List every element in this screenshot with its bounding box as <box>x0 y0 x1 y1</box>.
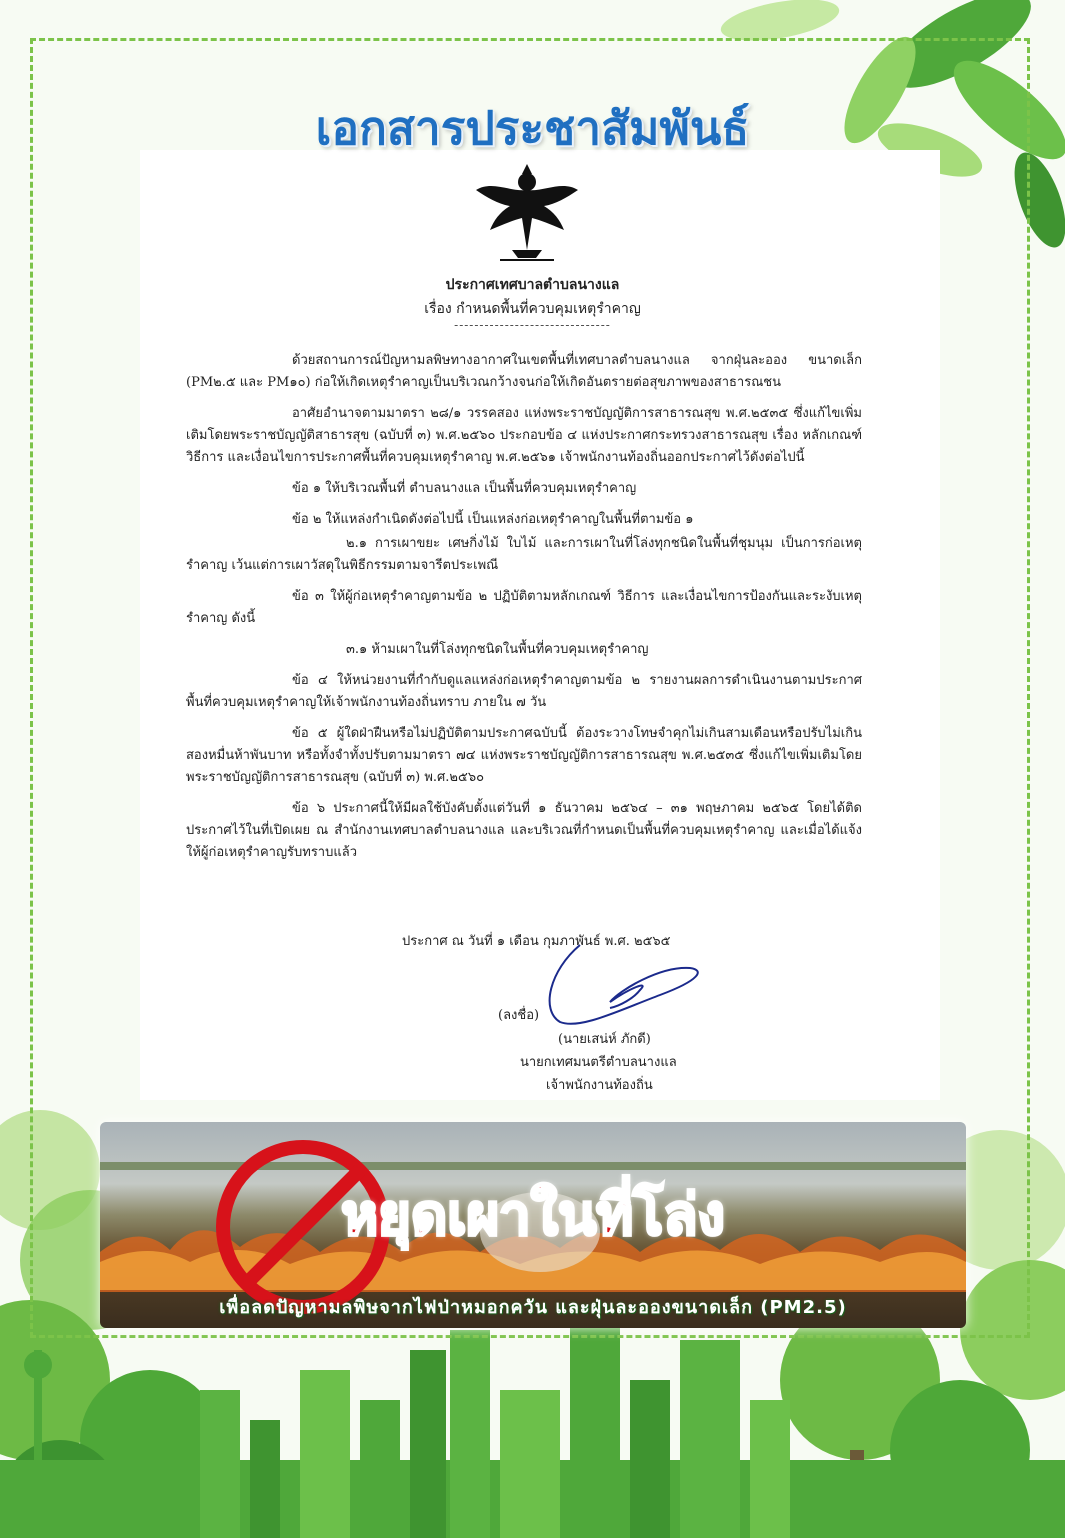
announcement-subject: เรื่อง กำหนดพื้นที่ควบคุมเหตุรำคาญ <box>424 301 641 317</box>
signed-label: (ลงชื่อ) <box>498 1008 540 1023</box>
campaign-banner <box>100 1122 966 1328</box>
page-title: เอกสารประชาสัมพันธ์ <box>315 101 750 155</box>
clause-3-1: ๓.๑ ห้ามเผาในที่โล่งทุกชนิดในพื้นที่ควบคุมเหตุรำคาญ <box>346 642 649 657</box>
signer-role: เจ้าพนักงานท้องถิ่น <box>546 1078 653 1093</box>
banner-headline: หยุดเผาในที่โล่ง <box>341 1183 725 1248</box>
announcement-issuer: ประกาศเทศบาลตำบลนางแล <box>445 277 620 293</box>
date-line: ประกาศ ณ วันที่ ๑ เดือน กุมภาพันธ์ พ.ศ. ๒๕๖๕ <box>402 934 671 949</box>
clause-2-1: ๒.๑ การเผาขยะ เศษกิ่งไม้ ใบไม้ และการเผาในที่โล่งทุกชนิดในพื้นที่ชุมนุม เป็นการก่อเหตุรำคาญ เว้นแต่การเผาวัสดุในพิธีกรรมตามจารีตประเพณี <box>186 536 862 573</box>
paragraph-1: ด้วยสถานการณ์ปัญหามลพิษทางอากาศในเขตพื้นที่เทศบาลตำบลนางแล จากฝุ่นละออง ขนาดเล็ก (PM๒.๕ และ PM๑๐) ก่อให้เกิดเหตุรำคาญเป็นบริเวณกว้างจนก่อให้เกิดอันตรายต่อสุขภาพของสาธารณชน <box>186 353 862 390</box>
signer-position: นายกเทศมนตรีตำบลนางแล <box>520 1055 677 1070</box>
paragraph-2: อาศัยอำนาจตามมาตรา ๒๘/๑ วรรคสอง แห่งพระราชบัญญัติการสาธารณสุข พ.ศ.๒๕๓๕ ซึ่งแก้ไขเพิ่มเติมโดยพระราชบัญญัติสาธารสุข (ฉบับที่ ๓) พ.ศ.๒๕๖๐ ประกอบข้อ ๔ แห่งประกาศกระทรวงสาธารณสุข เรื่อง หลักเกณฑ์ วิธีการ และเงื่อนไขการประกาศพื้นที่ควบคุมเหตุรำคาญ พ.ศ.๒๕๖๑ เจ้าพนักงานท้องถิ่นออกประกาศไว้ดังต่อไปนี้ <box>186 406 862 465</box>
clause-5: ข้อ ๕ ผู้ใดฝ่าฝืนหรือไม่ปฏิบัติตามประกาศฉบับนี้ ต้องระวางโทษจำคุกไม่เกินสามเดือนหรือปรับไม่เกินสองหมื่นห้าพันบาท หรือทั้งจำทั้งปรับตามมาตรา ๗๔ แห่งพระราชบัญญัติการสาธารณสุข พ.ศ.๒๕๓๕ ซึ่งแก้ไขเพิ่มเติมโดยพระราชบัญญัติการสาธารณสุข (ฉบับที่ ๓) พ.ศ.๒๕๖๐ <box>186 726 862 785</box>
garuda-emblem-icon <box>470 160 584 264</box>
banner-subline: เพื่อลดปัญหามลพิษจากไฟป่าหมอกควัน และฝุ่นละอองขนาดเล็ก (PM2.5) <box>219 1297 847 1318</box>
clause-4: ข้อ ๔ ให้หน่วยงานที่กำกับดูแลแหล่งก่อเหตุรำคาญตามข้อ ๒ รายงานผลการดำเนินงานตามประกาศพื้นที่ควบคุมเหตุรำคาญให้เจ้าพนักงานท้องถิ่นทราบ ภายใน ๗ วัน <box>186 673 862 710</box>
handwritten-signature-icon <box>540 940 710 1030</box>
announcement-body <box>186 350 862 873</box>
clause-6: ข้อ ๖ ประกาศนี้ให้มีผลใช้บังคับตั้งแต่วันที่ ๑ ธันวาคม ๒๕๖๔ – ๓๑ พฤษภาคม ๒๕๖๕ โดยได้ติดประกาศไว้ในที่เปิดเผย ณ สำนักงานเทศบาลตำบลนางแล และบริเวณที่กำหนดเป็นพื้นที่ควบคุมเหตุรำคาญ และเมื่อได้แจ้งให้ผู้ก่อเหตุรำคาญรับทราบแล้ว <box>186 801 862 860</box>
signer-name: (นายเสน่ห์ ภักดี) <box>558 1032 651 1047</box>
clause-1: ข้อ ๑ ให้บริเวณพื้นที่ ตำบลนางแล เป็นพื้นที่ควบคุมเหตุรำคาญ <box>292 481 637 496</box>
clause-3: ข้อ ๓ ให้ผู้ก่อเหตุรำคาญตามข้อ ๒ ปฏิบัติตามหลักเกณฑ์ วิธีการ และเงื่อนไขการป้องกันและระงับเหตุรำคาญ ดังนี้ <box>186 589 862 626</box>
announcement-separator: ------------------------------- <box>454 318 611 332</box>
clause-2: ข้อ ๒ ให้แหล่งกำเนิดดังต่อไปนี้ เป็นแหล่งก่อเหตุรำคาญในพื้นที่ตามข้อ ๑ <box>292 512 694 527</box>
